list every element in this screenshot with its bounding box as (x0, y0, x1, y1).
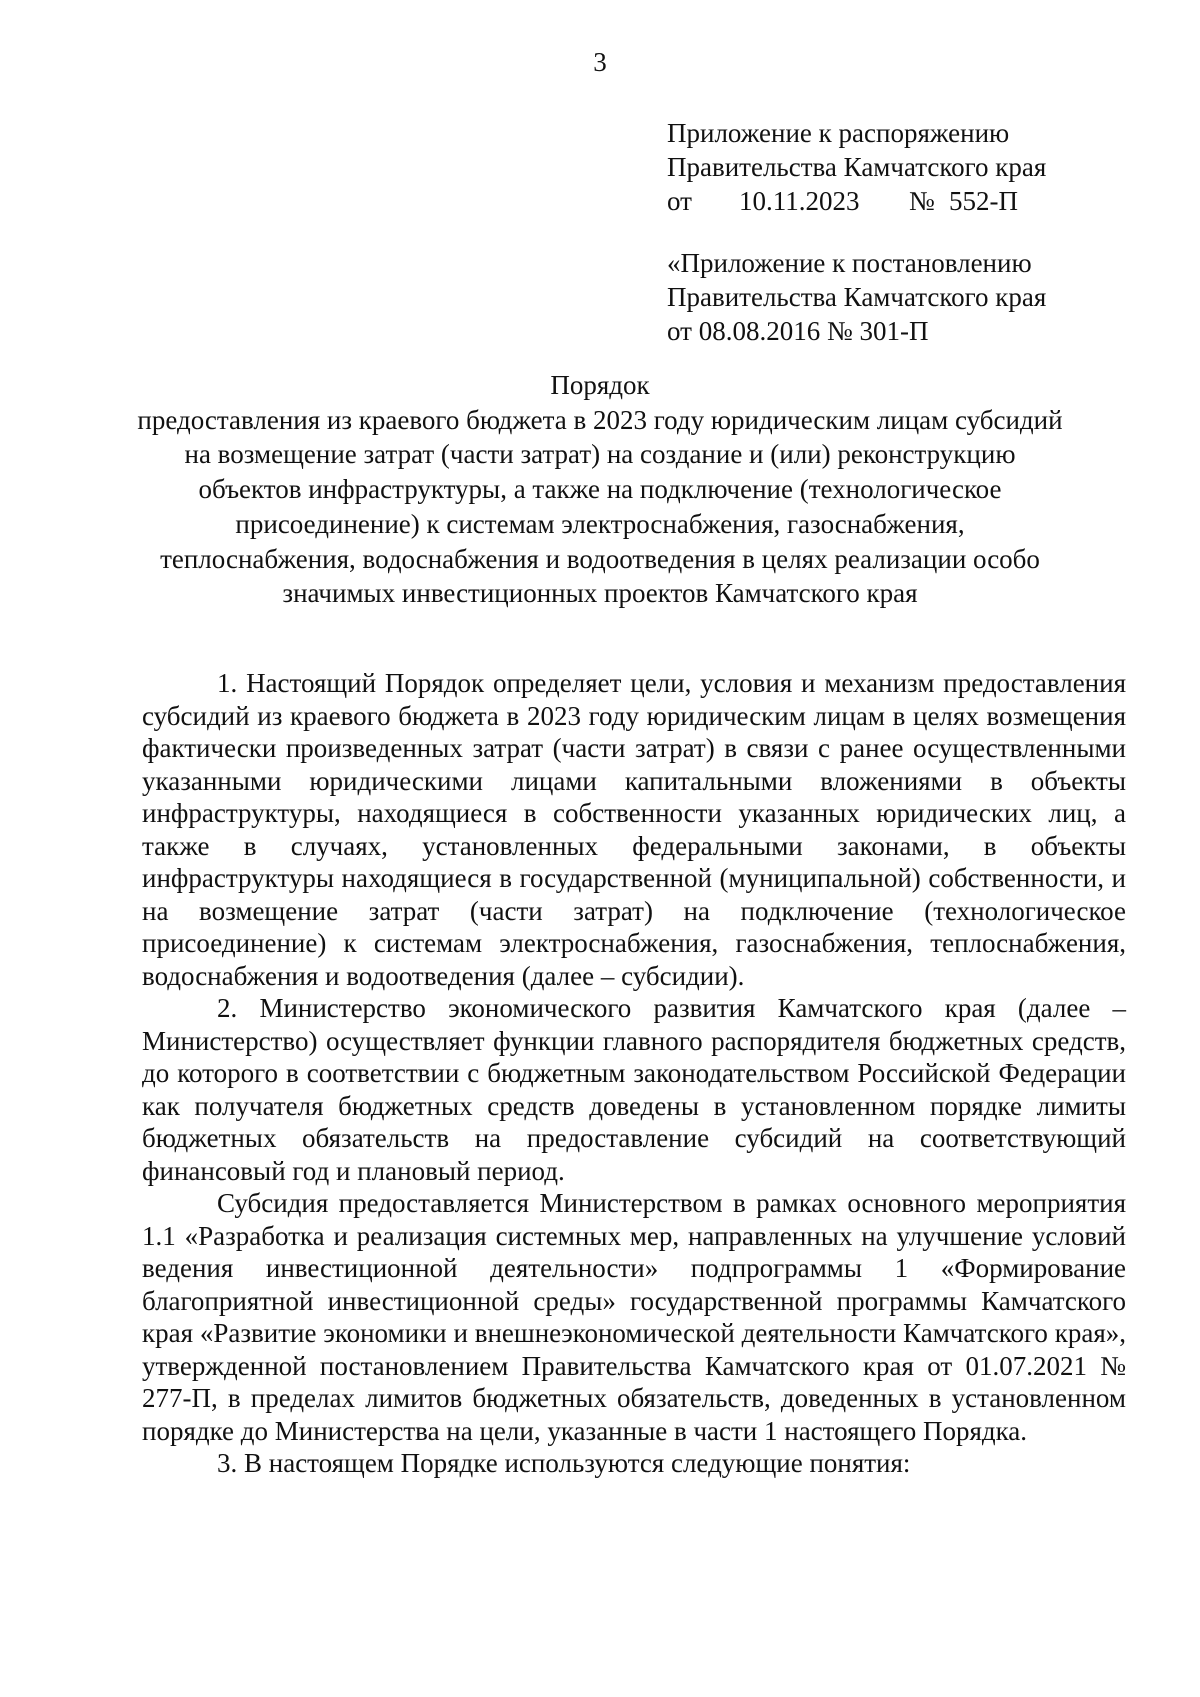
order-prefix: от (667, 186, 692, 216)
title-line: теплоснабжения, водоснабжения и водоотведения в целях реализации особо (160, 543, 1040, 574)
paragraph-2-subsidy: Субсидия предоставляется Министерством в рамках основного мероприятия 1.1 «Разработка и реализация системных мер, направленных на улучшение условий ведения инвестиционной деятельности» подпрограммы 1 «Формирование благоприятной инвестиционной среды» государственной программы Камчатского края «Развитие экономики и внешнеэкономической деятельности Камчатского края», утвержденной постановлением Правительства Камчатского края от 01.07.2021 № 277-П, в пределах лимитов бюджетных обязательств, доведенных в установленном порядке до Министерства на цели, указанные в части 1 настоящего Порядка. (142, 1188, 1126, 1446)
paragraph-3: 3. В настоящем Порядке используются следующие понятия: (217, 1448, 911, 1478)
order-date: 10.11.2023 (739, 186, 860, 216)
resolution-line-1: «Приложение к постановлению (667, 248, 1032, 278)
appendix-order-header (667, 116, 1087, 218)
document-title (120, 368, 1080, 611)
title-line: значимых инвестиционных проектов Камчатского края (282, 578, 918, 609)
appendix-resolution-header (667, 246, 1087, 348)
page-number: 3 (593, 47, 607, 77)
title-line: предоставления из краевого бюджета в 2023 году юридическим лицам субсидий (137, 404, 1063, 435)
title-line: на возмещение затрат (части затрат) на создание и (или) реконструкцию (184, 439, 1016, 470)
paragraph-1: 1. Настоящий Порядок определяет цели, условия и механизм предоставления субсидий из краевого бюджета в 2023 году юридическим лицам в целях возмещения фактически произведенных затрат (части затрат) в связи с ранее осуществленными указанными юридическими лицами капитальными вложениями в объекты инфраструктуры, находящиеся в собственности указанных юридических лиц, а также в случаях, установленных федеральными законами, в объекты инфраструктуры находящиеся в государственной (муниципальной) собственности, и на возмещение затрат (части затрат) на подключение (технологическое присоединение) к системам электроснабжения, газоснабжения, теплоснабжения, водоснабжения и водоотведения (далее – субсидии). (142, 668, 1126, 991)
title-heading: Порядок (550, 370, 650, 400)
resolution-line-2: Правительства Камчатского края (667, 282, 1047, 312)
resolution-line-3: от 08.08.2016 № 301-П (667, 316, 929, 346)
appendix-line-2: Правительства Камчатского края (667, 152, 1047, 182)
order-number: 552-П (949, 186, 1018, 216)
document-body (142, 667, 1126, 1480)
paragraph-2: 2. Министерство экономического развития Камчатского края (далее – Министерство) осуществляет функции главного распорядителя бюджетных средств, до которого в соответствии с бюджетным законодательством Российской Федерации как получателя бюджетных средств доведены в установленном порядке лимиты бюджетных обязательств на предоставление субсидий на соответствующий финансовый год и плановый период. (142, 993, 1126, 1186)
appendix-line-1: Приложение к распоряжению (667, 118, 1010, 148)
title-line: присоединение) к системам электроснабжения, газоснабжения, (235, 508, 965, 539)
title-line: объектов инфраструктуры, а также на подключение (технологическое (198, 474, 1002, 505)
order-number-sign: № (909, 186, 935, 216)
order-reference (667, 184, 1087, 218)
